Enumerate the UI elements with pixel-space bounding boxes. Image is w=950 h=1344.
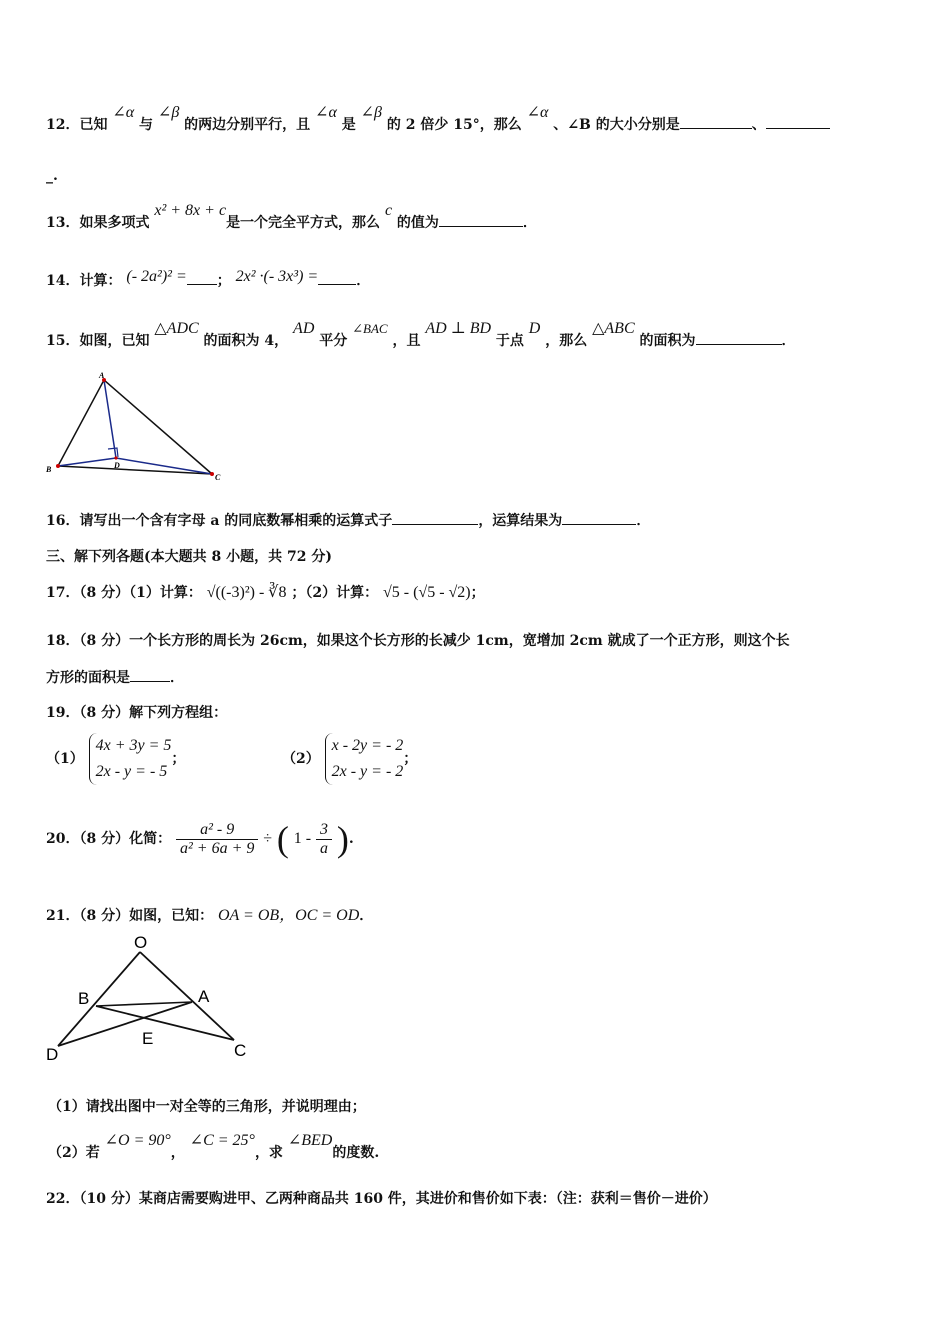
answer-blank bbox=[696, 332, 782, 345]
segment-bd bbox=[58, 458, 116, 466]
label-o: O bbox=[134, 933, 148, 952]
polynomial: x² + 8x + c bbox=[154, 202, 227, 219]
triangle-figure-15 bbox=[44, 370, 234, 482]
label-c: C bbox=[215, 473, 221, 482]
answer-blank bbox=[187, 272, 217, 285]
question-21-part-1: （1）请找出图中一对全等的三角形，并说明理由； bbox=[48, 1099, 366, 1115]
expression-sqrt-1: √((-3)²) - ∛8 bbox=[206, 584, 287, 601]
side-ac bbox=[104, 380, 212, 474]
section-heading: 三、解下列各题(本大题共 8 小题，共 72 分) bbox=[46, 549, 332, 565]
question-18: 18．（8 分）一个长方形的周长为 26cm，如果这个长方形的长减少 1cm，宽增加 2cm 就成了一个正方形，则这个长 bbox=[46, 633, 790, 649]
segment-ab bbox=[96, 1002, 192, 1006]
equation-system-2: （2） x - 2y = - 2 2x - y = - 2； bbox=[282, 733, 417, 785]
label-d: D bbox=[46, 1045, 59, 1064]
q12-continuation: _. bbox=[46, 168, 58, 184]
question-16: 16．请写出一个含有字母 a 的同底数幂相乘的运算式子 ，运算结果为 ． bbox=[46, 513, 651, 529]
right-angle-mark bbox=[108, 448, 118, 457]
answer-blank bbox=[130, 669, 170, 682]
expression-1: (- 2a²)² = bbox=[126, 268, 187, 285]
fraction-small: $\frac{3}{a}$ bbox=[316, 821, 332, 858]
answer-blank bbox=[318, 272, 356, 285]
answer-blank bbox=[766, 116, 830, 129]
question-19: 19．（8 分）解下列方程组： bbox=[46, 705, 228, 721]
label-c: C bbox=[234, 1041, 247, 1060]
q12-number: 12． bbox=[46, 117, 80, 133]
answer-blank bbox=[562, 512, 636, 525]
question-14: 14．计算： (- 2a²)² = ； 2x² ·(- 3x³) = ． bbox=[46, 268, 371, 289]
label-b: B bbox=[78, 989, 90, 1008]
system-brace: 4x + 3y = 5 2x - y = - 5 bbox=[89, 733, 172, 785]
answer-blank bbox=[439, 214, 523, 227]
question-13: 13．如果多项式 x² + 8x + c是一个完全平方式，那么 c 的值为 ． bbox=[46, 202, 537, 231]
answer-blank bbox=[680, 116, 752, 129]
segment-oc bbox=[140, 952, 234, 1040]
label-d: D bbox=[114, 461, 120, 470]
expression-2: 2x² ·(- 3x³) = bbox=[235, 268, 319, 285]
angle-alpha: ∠α bbox=[112, 104, 135, 121]
question-12: 12．已知 ∠α 与 ∠β 的两边分别平行，且 ∠α 是 ∠β 的 2 倍少 15°，那么 ∠α 、∠B 的大小分别是 、 bbox=[46, 114, 830, 134]
system-brace: x - 2y = - 2 2x - y = - 2 bbox=[325, 733, 404, 785]
question-21-part-2: （2）若 ∠O = 90°， ∠C = 25°，求 ∠BED的度数. bbox=[48, 1132, 380, 1161]
side-ab bbox=[58, 380, 104, 466]
question-17: 17．（8 分）（1）计算： √((-3)²) - ∛8 ；（2）计算： √5 - (√5 - √2)； bbox=[46, 584, 485, 601]
angle-beta: ∠β bbox=[157, 104, 180, 121]
segment-ad bbox=[104, 380, 116, 458]
fraction-main: $\frac{\text{a² - 9}}{\text{a² + 6a + 9}}$ bbox=[176, 821, 258, 858]
question-22: 22．（10 分）某商店需要购进甲、乙两种商品共 160 件，其进价和售价如下表：（注：获利＝售价－进价） bbox=[46, 1191, 717, 1207]
question-21: 21．（8 分）如图，已知： OA = OB，OC = OD． bbox=[46, 907, 374, 924]
equation-system-1: （1） 4x + 3y = 5 2x - y = - 5； bbox=[46, 733, 185, 785]
label-b: B bbox=[46, 465, 52, 474]
triangle-figure-21 bbox=[44, 932, 264, 1066]
expression-sqrt-2: √5 - (√5 - √2) bbox=[382, 584, 471, 601]
question-18-cont: 方形的面积是 ． bbox=[46, 670, 184, 686]
label-a: A bbox=[99, 371, 105, 380]
question-20: 20．（8 分）化简： $\frac{\text{a² - 9}}{\text{a² + 6a + 9}}$ ÷ ( 1 - $\frac{3}{a}$ ). bbox=[46, 819, 354, 859]
label-a: A bbox=[198, 987, 210, 1006]
label-e: E bbox=[142, 1029, 154, 1048]
answer-blank bbox=[392, 512, 478, 525]
question-15: 15．如图，已知 △ADC 的面积为 4， AD 平分 ∠BAC ，且 AD ⊥ BD 于点 D ，那么 △ABC 的面积为 ． bbox=[46, 320, 796, 349]
